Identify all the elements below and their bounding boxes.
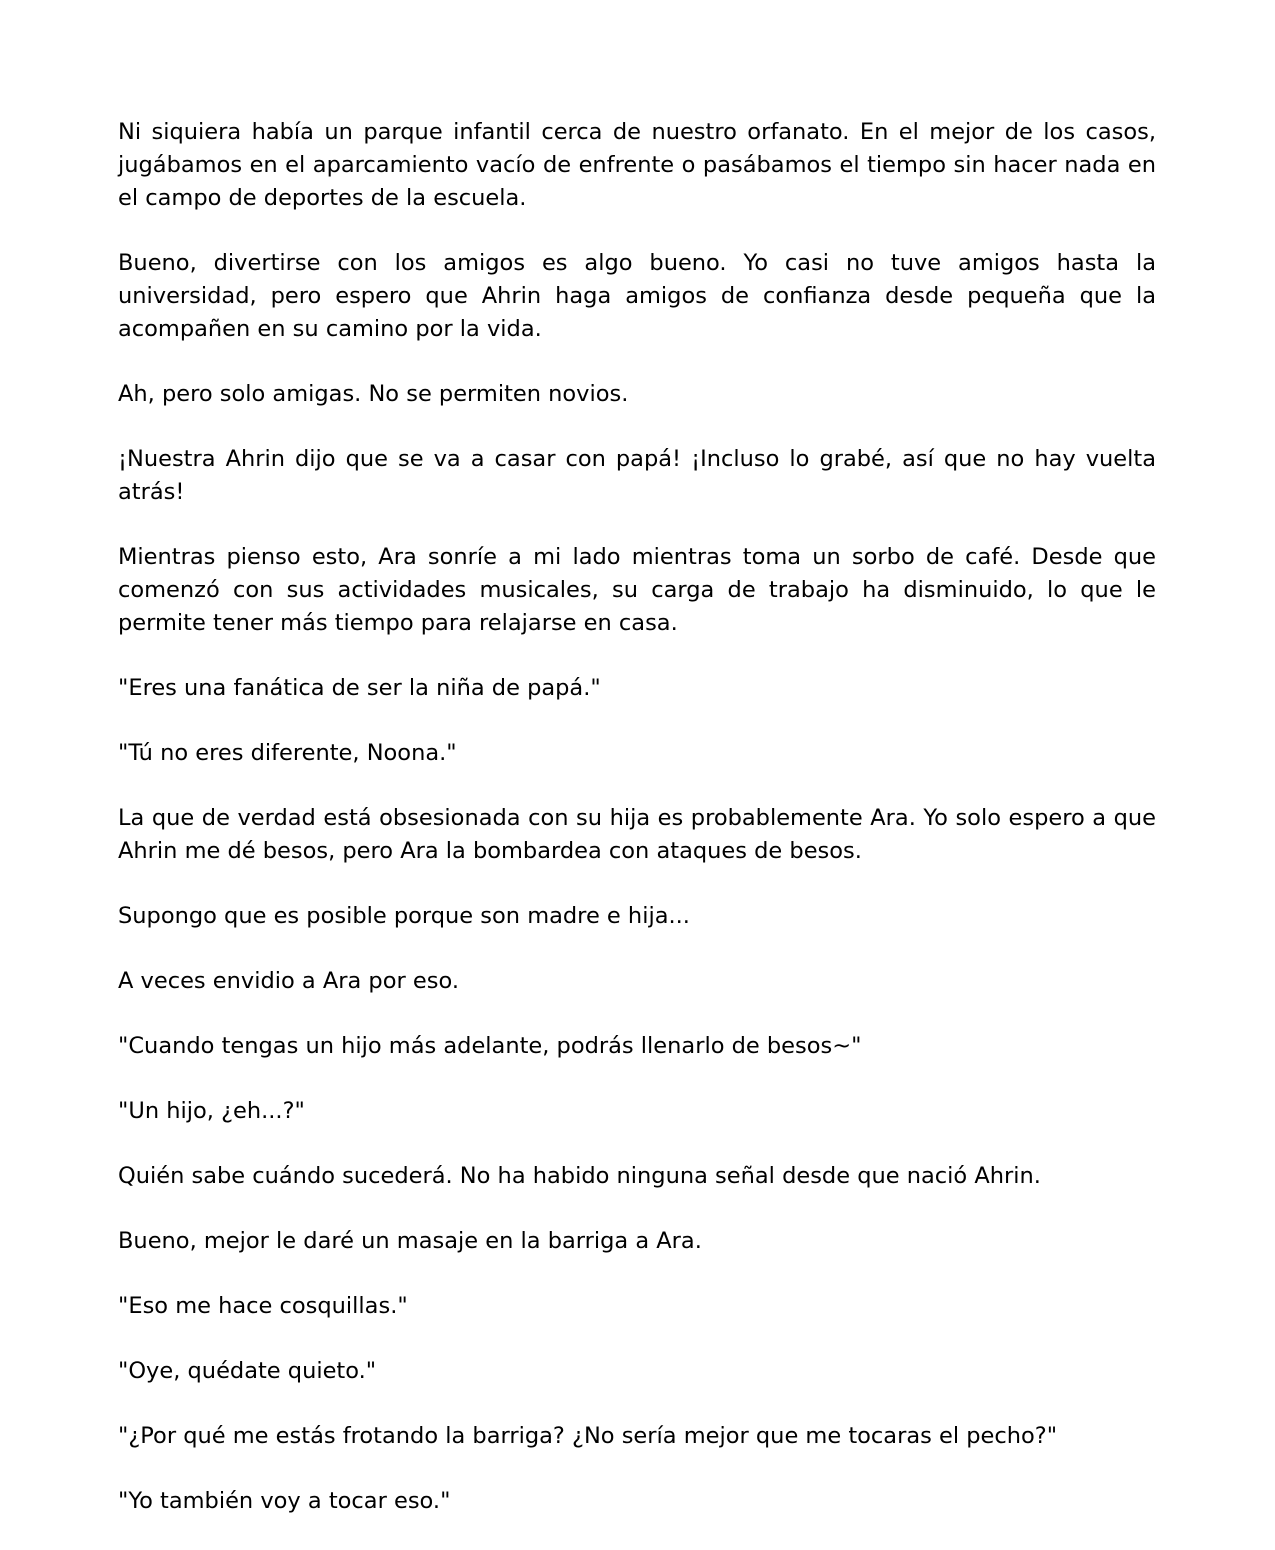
dialogue-line: "Oye, quédate quieto." (118, 1358, 377, 1384)
paragraph: Ah, pero solo amigas. No se permiten novios. (118, 381, 629, 407)
dialogue-line: "Un hijo, ¿eh...?" (118, 1098, 305, 1124)
paragraph: La que de verdad está obsesionada con su hija es probablemente Ara. Yo solo espero a que Ahrin me dé besos, pero Ara la bombardea con ataques de besos. (118, 805, 1156, 864)
paragraph: Bueno, mejor le daré un masaje en la barriga a Ara. (118, 1228, 702, 1254)
dialogue-line: "Cuando tengas un hijo más adelante, podrás llenarlo de besos~" (118, 1033, 862, 1059)
dialogue-line: "Yo también voy a tocar eso." (118, 1488, 451, 1514)
dialogue-line: "Tú no eres diferente, Noona." (118, 740, 457, 766)
dialogue-line: "Eres una fanática de ser la niña de papá." (118, 675, 601, 701)
paragraph: Bueno, divertirse con los amigos es algo bueno. Yo casi no tuve amigos hasta la universidad, pero espero que Ahrin haga amigos de confianza desde pequeña que la acompañen en su camino por la vida. (118, 250, 1156, 342)
paragraph: Supongo que es posible porque son madre e hija... (118, 903, 690, 929)
paragraph: A veces envidio a Ara por eso. (118, 968, 459, 994)
paragraph: Quién sabe cuándo sucederá. No ha habido ninguna señal desde que nació Ahrin. (118, 1163, 1041, 1189)
paragraph: Mientras pienso esto, Ara sonríe a mi lado mientras toma un sorbo de café. Desde que comenzó con sus actividades musicales, su carga de trabajo ha disminuido, lo que le permite tener más tiempo para relajarse en casa. (118, 544, 1156, 636)
paragraph: ¡Nuestra Ahrin dijo que se va a casar con papá! ¡Incluso lo grabé, así que no hay vuelta atrás! (118, 446, 1156, 505)
dialogue-line: "Eso me hace cosquillas." (118, 1293, 408, 1319)
document-page (118, 116, 1156, 1550)
dialogue-line: "¿Por qué me estás frotando la barriga? ¿No sería mejor que me tocaras el pecho?" (118, 1423, 1058, 1449)
paragraph: Ni siquiera había un parque infantil cerca de nuestro orfanato. En el mejor de los casos, jugábamos en el aparcamiento vacío de enfrente o pasábamos el tiempo sin hacer nada en el campo de deportes de la escuela. (118, 119, 1156, 211)
